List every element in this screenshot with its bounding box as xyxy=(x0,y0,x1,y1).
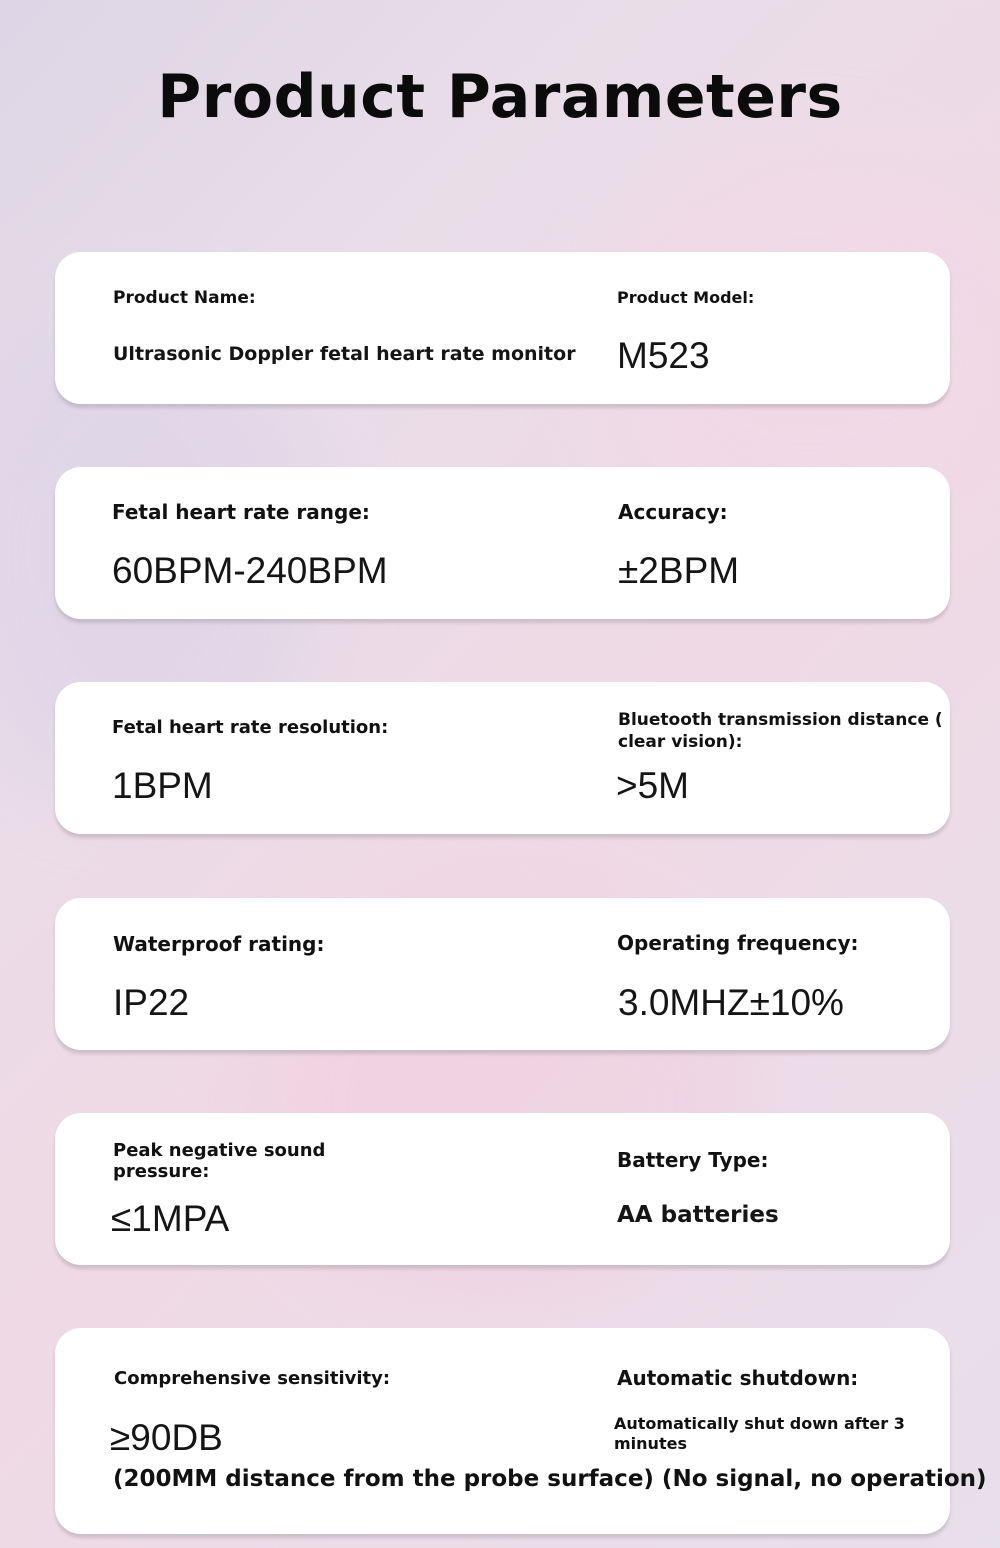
product-model-value: M523 xyxy=(617,335,710,376)
heart-rate-range-label: Fetal heart rate range: xyxy=(112,500,370,524)
product-model-label: Product Model: xyxy=(617,288,755,307)
product-name-label: Product Name: xyxy=(113,288,256,308)
param-card-pressure xyxy=(55,1113,950,1265)
resolution-value: 1BPM xyxy=(112,765,213,806)
auto-shutdown-value-line1: Automatically shut down after 3 xyxy=(614,1414,905,1433)
auto-shutdown-label: Automatic shutdown: xyxy=(617,1366,859,1390)
param-card-waterproof xyxy=(55,898,950,1050)
sensitivity-value: ≥90DB xyxy=(110,1417,223,1458)
waterproof-label: Waterproof rating: xyxy=(113,932,325,956)
sensitivity-label: Comprehensive sensitivity: xyxy=(114,1368,391,1389)
param-card-heart-rate xyxy=(55,467,950,619)
bluetooth-label-line1: Bluetooth transmission distance ( xyxy=(618,710,943,730)
pressure-value: ≤1MPA xyxy=(111,1198,230,1239)
product-name-value: Ultrasonic Doppler fetal heart rate monitor xyxy=(113,343,576,365)
page-title: Product Parameters xyxy=(157,62,843,132)
accuracy-value: ±2BPM xyxy=(618,550,740,591)
battery-type-label: Battery Type: xyxy=(617,1148,769,1172)
frequency-value: 3.0MHZ±10% xyxy=(618,982,844,1023)
battery-type-value: AA batteries xyxy=(617,1202,779,1228)
heart-rate-range-value: 60BPM-240BPM xyxy=(112,550,388,591)
bluetooth-value: >5M xyxy=(616,765,690,806)
pressure-label-line1: Peak negative sound xyxy=(113,1140,326,1161)
param-card-resolution xyxy=(55,682,950,834)
waterproof-value: IP22 xyxy=(113,982,190,1023)
resolution-label: Fetal heart rate resolution: xyxy=(112,717,389,738)
auto-shutdown-value-line2: minutes xyxy=(614,1434,687,1453)
param-card-sensitivity xyxy=(55,1328,987,1534)
sensitivity-note: (200MM distance from the probe surface) (No signal, no operation) xyxy=(113,1466,987,1492)
pressure-label-line2: pressure: xyxy=(113,1161,210,1182)
param-card-product xyxy=(55,252,950,404)
bluetooth-label-line2: clear vision): xyxy=(618,732,743,752)
frequency-label: Operating frequency: xyxy=(617,931,859,955)
accuracy-label: Accuracy: xyxy=(618,500,728,524)
